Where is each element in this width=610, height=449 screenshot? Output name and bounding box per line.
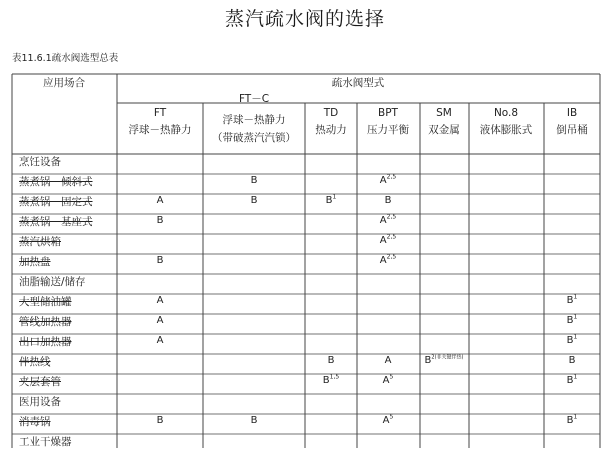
- row-label: 夹层套管: [19, 376, 61, 388]
- footnote-ref: 2,5: [386, 233, 397, 241]
- col-name-ib: 倒吊桶: [556, 124, 588, 136]
- footnote-ref: 1: [573, 373, 578, 381]
- rating-letter: B: [322, 375, 330, 386]
- rating-cell: [157, 335, 164, 346]
- rating-letter: B: [156, 255, 164, 266]
- rating-letter: A: [379, 235, 387, 246]
- footnote-ref: 5: [389, 373, 394, 381]
- rating-cell: [157, 255, 164, 266]
- row-label: 蒸煮锅－固定式: [19, 196, 93, 208]
- rating-cell: [380, 235, 396, 246]
- footnote-ref: 1: [332, 193, 337, 201]
- footnote-ref: 2,5: [386, 213, 397, 221]
- rating-letter: B: [566, 335, 574, 346]
- section-heading: 医用设备: [19, 396, 61, 408]
- rating-letter: A: [156, 335, 164, 346]
- row-label: 消毒锅: [19, 416, 51, 428]
- rating-letter: B: [250, 415, 258, 426]
- footnote-ref: 2,5: [386, 173, 397, 181]
- rating-cell: [567, 415, 578, 426]
- footnote-ref: 1: [573, 293, 578, 301]
- rating-cell: [157, 195, 164, 206]
- rating-cell: [567, 335, 578, 346]
- col-code-bpt: BPT: [378, 107, 398, 119]
- rating-cell: [157, 215, 164, 226]
- rating-letter: A: [379, 215, 387, 226]
- col-note-ftc: （带破蒸汽汽锁）: [212, 132, 296, 144]
- rating-cell: [567, 375, 578, 386]
- row-label: 大型储油罐: [19, 296, 72, 308]
- col-name-no8: 液体膨胀式: [479, 124, 533, 136]
- rating-letter: A: [156, 295, 164, 306]
- rating-letter: B: [566, 315, 574, 326]
- row-label: 管线加热器: [19, 316, 72, 328]
- rating-cell: [380, 255, 396, 266]
- section-heading: 油脂输送/储存: [19, 276, 86, 288]
- rating-cell: [251, 175, 258, 186]
- rating-cell: [383, 415, 394, 426]
- rating-cell: [569, 355, 576, 366]
- header-application: 应用场合: [43, 77, 85, 89]
- rating-cell: [251, 195, 258, 206]
- rating-letter: B: [250, 195, 258, 206]
- rating-letter: B: [156, 415, 164, 426]
- col-name-ft: 浮球－热静力: [128, 124, 192, 136]
- rating-cell: [157, 415, 164, 426]
- rating-letter: A: [379, 255, 387, 266]
- rating-letter: A: [384, 355, 392, 366]
- col-name-td: 热动力: [315, 124, 347, 136]
- header-ftc-group: FT－C: [238, 93, 270, 105]
- row-label: 蒸汽烘箱: [19, 236, 61, 248]
- rating-letter: B: [566, 415, 574, 426]
- rating-letter: A: [156, 315, 164, 326]
- rating-letter: B: [566, 295, 574, 306]
- section-heading: 烹饪设备: [19, 156, 61, 168]
- rating-letter: A: [379, 175, 387, 186]
- col-code-ft: FT: [153, 107, 167, 119]
- footnote-ref: 1: [573, 313, 578, 321]
- rating-letter: A: [382, 375, 390, 386]
- row-label: 出口加热器: [19, 336, 72, 348]
- rating-cell: [326, 195, 337, 206]
- col-code-no8: No.8: [493, 107, 519, 119]
- rating-cell: [251, 415, 258, 426]
- col-code-td: TD: [323, 107, 339, 119]
- col-code-ib: IB: [566, 107, 578, 119]
- row-label: 蒸煮锅－倾斜式: [19, 176, 93, 188]
- rating-cell: [385, 355, 392, 366]
- rating-cell: [157, 295, 164, 306]
- rating-letter: A: [156, 195, 164, 206]
- col-name-ftc: 浮球－热静力: [222, 114, 286, 126]
- rating-cell: [380, 175, 396, 186]
- rating-letter: B: [325, 195, 333, 206]
- table-caption: 表11.6.1疏水阀选型总表: [12, 53, 119, 64]
- rating-cell: [567, 295, 578, 306]
- col-name-sm: 双金属: [428, 124, 460, 136]
- rating-letter: B: [327, 355, 335, 366]
- section-heading: 工业干燥器: [19, 436, 72, 448]
- footnote-ref: 2(非关键伴热): [431, 354, 464, 361]
- rating-cell: [383, 375, 394, 386]
- row-label: 伴热线: [19, 356, 51, 368]
- rating-cell: [567, 315, 578, 326]
- rating-cell: [328, 355, 335, 366]
- footnote-ref: 1: [573, 333, 578, 341]
- rating-cell: [157, 315, 164, 326]
- rating-cell: [385, 195, 392, 206]
- page-title: 蒸汽疏水阀的选择: [224, 8, 385, 30]
- row-label: 蒸煮锅－基座式: [19, 216, 93, 228]
- row-label: 加热盘: [19, 256, 51, 268]
- rating-cell: [380, 215, 396, 226]
- footnote-ref: 1,5: [329, 373, 340, 381]
- rating-letter: A: [382, 415, 390, 426]
- footnote-ref: 1: [573, 413, 578, 421]
- rating-letter: B: [250, 175, 258, 186]
- rating-letter: B: [568, 355, 576, 366]
- rating-letter: B: [156, 215, 164, 226]
- col-code-sm: SM: [436, 107, 452, 119]
- header-trap-type: 疏水阀型式: [331, 77, 385, 89]
- footnote-ref: 5: [389, 413, 394, 421]
- col-name-bpt: 压力平衡: [367, 124, 409, 136]
- rating-letter: B: [384, 195, 392, 206]
- rating-cell: [425, 355, 464, 366]
- footnote-ref: 2,5: [386, 253, 397, 261]
- rating-letter: B: [566, 375, 574, 386]
- rating-cell: [323, 375, 339, 386]
- rating-letter: B: [424, 355, 432, 366]
